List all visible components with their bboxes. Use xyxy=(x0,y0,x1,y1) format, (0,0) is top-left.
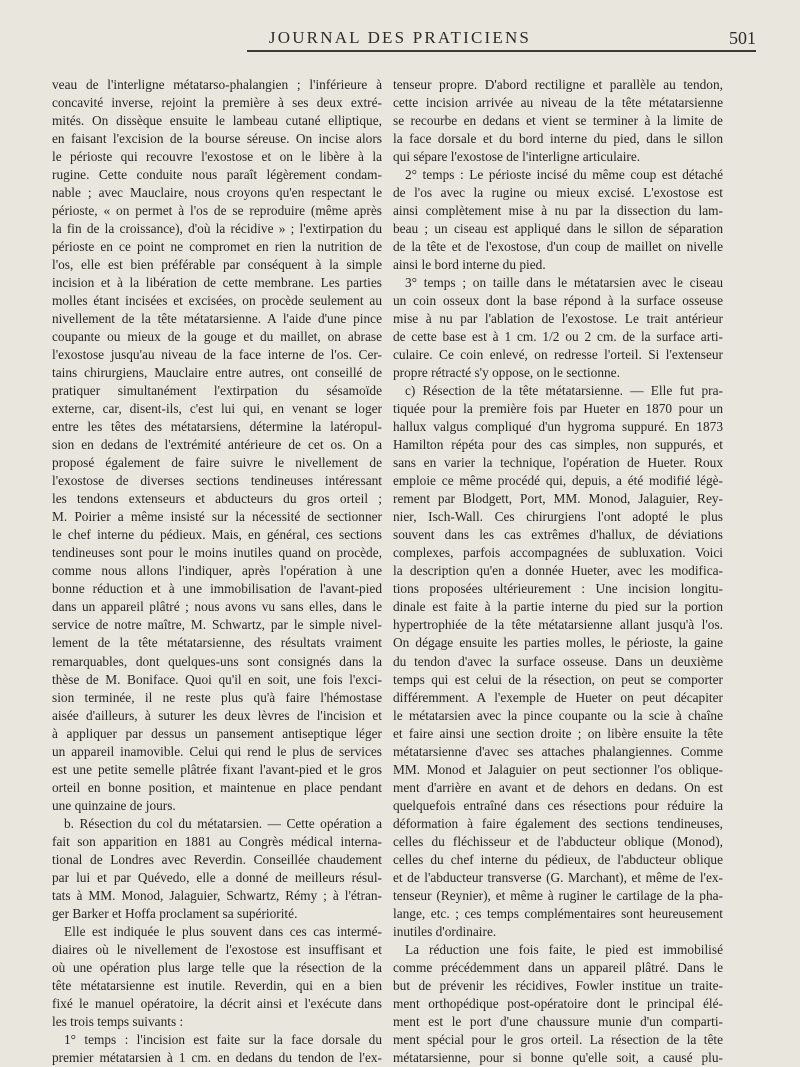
text-line: Elle est indiquée le plus souvent dans ces cas intermé- xyxy=(64,923,382,939)
text-line: par lui et par Quévedo, elle a donné de meilleurs résul- xyxy=(52,869,382,885)
text-line: service de notre maître, M. Schwartz, par le simple nivel- xyxy=(52,617,382,633)
text-line: comme précédemment dans un appareil plâtré. Dans le xyxy=(393,959,723,975)
text-line: souvent dans les cas extrêmes d'hallux, de déviations xyxy=(393,527,723,543)
text-line: 3° temps ; on taille dans le métatarsien avec le ciseau xyxy=(405,275,723,291)
text-line: l'os, elle est bien préférable par conséquent à la simple xyxy=(52,257,382,273)
text-line: différemment. A l'exemple de Hueter on peut décapiter xyxy=(393,689,723,705)
text-line: incision et à la libération de cette membrane. Les parties xyxy=(52,275,382,291)
text-line: sion terminée, il ne reste plus qu'à faire l'hémostase xyxy=(52,689,382,705)
text-line: du tendon d'avec la surface osseuse. Dans un deuxième xyxy=(393,653,723,669)
text-line: l'exostose de diverses sections tendineuses intéressant xyxy=(52,473,382,489)
text-line: tiquée pour la première fois par Hueter en 1870 pour un xyxy=(393,401,723,417)
text-line: culaire. Ce coin enlevé, on redresse l'orteil. Si l'extenseur xyxy=(393,347,723,363)
text-line: périoste, « on permet à l'os de se reproduire (même après xyxy=(52,203,382,219)
text-line: la fin de la croissance), d'où la récidive » ; l'extirpation du xyxy=(52,221,382,237)
text-line: ainsi complètement mise à nu par la dissection du lam- xyxy=(393,203,723,219)
text-line: tête métatarsienne est inutile. Reverdin, qui en a bien xyxy=(52,977,382,993)
text-line: tional de Londres avec Reverdin. Conseillée chaudement xyxy=(52,851,382,867)
text-line: ment spécial pour le gros orteil. La résection de la tête xyxy=(393,1031,723,1047)
text-line: tendineuses sont pour le moins inutiles quand on procède, xyxy=(52,545,382,561)
text-line: molles étant incisées et excisées, on procède seulement au xyxy=(52,293,382,309)
text-line: les tendons extenseurs et abducteurs du gros orteil ; xyxy=(52,491,382,507)
text-line: temps qui est celui de la résection, on peut se comporter xyxy=(393,671,723,687)
text-line: 1° temps : l'incision est faite sur la face dorsale du xyxy=(64,1031,382,1047)
text-line: le périoste qui recouvre l'exostose et on le libère à la xyxy=(52,149,382,165)
text-line: la face dorsale et du bord interne du pied, dans le sillon xyxy=(393,131,723,147)
text-line: tats à MM. Monod, Jalaguier, Schwartz, Rémy ; à l'étran- xyxy=(52,887,382,903)
text-line: le métatarsien avec la pince coupante ou la scie à chaîne xyxy=(393,707,723,723)
text-line: comme nous allons l'indiquer, après l'opération à une xyxy=(52,563,382,579)
text-line: c) Résection de la tête métatarsienne. — Elle fut pra- xyxy=(405,383,723,399)
text-line: tains chirurgiens, Mauclaire entre autres, ont conseillé de xyxy=(52,365,382,381)
text-line: de cette base est à 1 cm. 1/2 ou 2 cm. de la surface arti- xyxy=(393,329,723,345)
text-line: On dégage ensuite les parties molles, le périoste, la gaine xyxy=(393,635,723,651)
text-line: est une petite semelle plâtrée fixant l'avant-pied et le gros xyxy=(52,761,382,777)
text-line: concavité inverse, rejoint la première à ses deux extré- xyxy=(52,95,382,111)
text-line: 2° temps : Le périoste incisé du même coup est détaché xyxy=(405,167,723,183)
text-line: remarquables, dont quelques-uns sont consignés dans la xyxy=(52,653,382,669)
text-line: lement de la tête métatarsienne, des résultats vraiment xyxy=(52,635,382,651)
text-line: métatarsienne d'avec ses attaches phalangiennes. Comme xyxy=(393,743,723,759)
text-line: l'exostose jusqu'au niveau de la face interne de l'os. Cer- xyxy=(52,347,382,363)
text-line: entre les têtes des métatarsiens, détermine la latéropul- xyxy=(52,419,382,435)
text-line: mise à nu par l'ablation de l'exostose. Le trait antérieur xyxy=(393,311,723,327)
text-line: en faisant l'excision de la bourse séreuse. On incise alors xyxy=(52,131,382,147)
page-number: 501 xyxy=(729,28,756,48)
running-head: JOURNAL DES PRATICIENS xyxy=(268,28,532,47)
text-line: tenseur (Reynier), et même à ruginer le cartilage de la pha- xyxy=(393,887,723,903)
text-line: nier, Isch-Wall. Ces chirurgiens l'ont adopté le plus xyxy=(393,509,723,525)
text-line: hallux valgus compliqué d'un hygroma suppuré. En 1873 xyxy=(393,419,723,435)
text-line: de l'os avec la rugine ou mieux excisé. L'exostose est xyxy=(393,185,723,201)
text-line: ment d'arrière en avant et de dehors en dedans. On est xyxy=(393,779,723,795)
text-line: dinale est faite à la partie interne du pied sur la portion xyxy=(393,599,723,615)
text-line: lange, etc. ; ces temps complémentaires sont heureusement xyxy=(393,905,723,921)
text-line: tenseur propre. D'abord rectiligne et parallèle au tendon, xyxy=(393,77,723,92)
header-rule xyxy=(247,50,756,52)
text-line: externe, car, disent-ils, c'est lui qui, en venant se loger xyxy=(52,401,382,417)
text-line: la description qu'en a donnée Hueter, avec les modifica- xyxy=(393,563,723,579)
text-line: orteil en bonne position, et maintenue en place pendant xyxy=(52,779,382,795)
text-line: b. Résection du col du métatarsien. — Cette opération a xyxy=(64,815,382,831)
text-line: hypertrophiée de la tête métatarsienne allant jusqu'à l'os. xyxy=(393,617,723,633)
text-line: où une opération plus large telle que la résection de la xyxy=(52,959,382,975)
text-line: et de l'abducteur transverse (G. Marchant), et même de l'ex- xyxy=(393,869,723,885)
text-line: à appliquer par dessus un pansement antiseptique léger xyxy=(52,725,382,741)
text-line: inutiles d'ordinaire. xyxy=(393,923,497,939)
text-line: rugine. Cette conduite nous paraît légèrement condam- xyxy=(52,167,382,183)
text-line: pratiquer simultanément l'extirpation du sésamoïde xyxy=(52,383,382,399)
text-line: bonne réduction et à une immobilisation de l'avant-pied xyxy=(52,581,382,597)
right-text-column xyxy=(393,76,723,1067)
text-line: propre rétracté s'y oppose, on le sectionne. xyxy=(393,365,620,381)
text-line: M. Poirier a même insisté sur la nécessité de sectionner xyxy=(52,509,382,525)
text-line: ainsi le bord interne du pied. xyxy=(393,257,546,273)
text-line: coupante ou mieux de la gouge et du maillet, on abrase xyxy=(52,329,382,345)
text-line: mités. On dissèque ensuite le lambeau cutané elliptique, xyxy=(52,113,382,129)
text-line: La réduction une fois faite, le pied est immobilisé xyxy=(405,941,723,957)
text-line: Hamilton répéta pour des cas simples, non suppurés, et xyxy=(393,437,723,453)
text-line: diaires où le nivellement de l'exostose est insuffisant et xyxy=(52,941,382,957)
text-line: fixé le manuel opératoire, la décrit ainsi et l'exécute dans xyxy=(52,995,382,1011)
text-line: ger Barker et Hoffa proclament sa supériorité. xyxy=(52,905,298,921)
text-line: déformation à faire également des sections tendineuses, xyxy=(393,815,723,831)
text-line: fait son apparition en 1881 au Congrès médical interna- xyxy=(52,833,382,849)
text-line: celles du fléchisseur et de l'abducteur oblique (Monod), xyxy=(393,833,723,849)
text-line: périoste en ce point ne compromet en rien la nutrition de xyxy=(52,239,382,255)
text-line: quelquefois entraîné dans ces résections pour réduire la xyxy=(393,797,723,813)
text-line: métatarsienne, pour si bonne qu'elle soit, a causé plu- xyxy=(393,1049,723,1065)
text-line: le chef interne du pédieux. Mais, en général, ces sections xyxy=(52,527,382,543)
text-line: dans un appareil plâtré ; nous avons vu sans elles, dans le xyxy=(52,599,382,615)
text-line: ment est le port d'une chaussure munie d'un comparti- xyxy=(393,1013,723,1029)
text-line: sans en varier la technique, l'opération de Hueter. Roux xyxy=(393,455,723,471)
text-line: de la tête et de l'exostose, d'un coup de maillet on nivelle xyxy=(393,239,723,255)
text-line: qui sépare l'exostose de l'interligne articulaire. xyxy=(393,149,641,165)
text-line: tions proposées ultérieurement : Une incision longitu- xyxy=(393,581,723,597)
text-line: se recourbe en dedans et vient se terminer à la limite de xyxy=(393,113,723,129)
text-line: ment orthopédique post-opératoire dont le principal élé- xyxy=(393,995,723,1011)
text-line: but de prévenir les récidives, Fowler institue un traite- xyxy=(393,977,723,993)
text-line: les trois temps suivants : xyxy=(52,1013,184,1029)
text-line: un appareil inamovible. Celui qui rend le plus de services xyxy=(52,743,382,759)
text-line: premier métatarsien à 1 cm. en dedans du tendon de l'ex- xyxy=(52,1049,382,1065)
text-line: veau de l'interligne métatarso-phalangien ; l'inférieure à xyxy=(52,77,382,92)
text-line: beau ; un ciseau est appliqué dans le sillon de séparation xyxy=(393,221,723,237)
text-line: sion en dedans de l'extrémité antérieure de cet os. On a xyxy=(52,437,382,453)
text-line: nable ; avec Mauclaire, nous croyons qu'en respectant le xyxy=(52,185,382,201)
text-line: un coin osseux dont la base répond à la surface osseuse xyxy=(393,293,723,309)
text-line: complexes, parfois accompagnées de subluxation. Voici xyxy=(393,545,723,561)
text-line: celles du chef interne du pédieux, de l'abducteur oblique xyxy=(393,851,723,867)
text-line: emploie ce même procédé qui, depuis, a été modifié légè- xyxy=(393,473,723,489)
text-line: aisée d'ailleurs, à suturer les deux lèvres de l'incision et xyxy=(52,707,382,723)
text-line: thèse de M. Boniface. Quoi qu'il en soit, une fois l'exci- xyxy=(52,671,382,687)
text-line: rement par Blodgett, Port, MM. Monod, Jalaguier, Rey- xyxy=(393,491,723,507)
page-header xyxy=(0,27,800,49)
left-text-column xyxy=(52,76,382,1067)
text-line: MM. Monod et Jalaguier on peut sectionner l'os oblique- xyxy=(393,761,723,777)
text-line: une quinzaine de jours. xyxy=(52,797,176,813)
text-line: et faire ainsi une section droite ; on libère ensuite la tête xyxy=(393,725,723,741)
text-line: cette incision arrivée au niveau de la tête métatarsienne xyxy=(393,95,723,111)
text-line: nivellement de la tête métatarsienne. A l'aide d'une pince xyxy=(52,311,382,327)
text-line: proposé également de faire suivre le nivellement de xyxy=(52,455,382,471)
